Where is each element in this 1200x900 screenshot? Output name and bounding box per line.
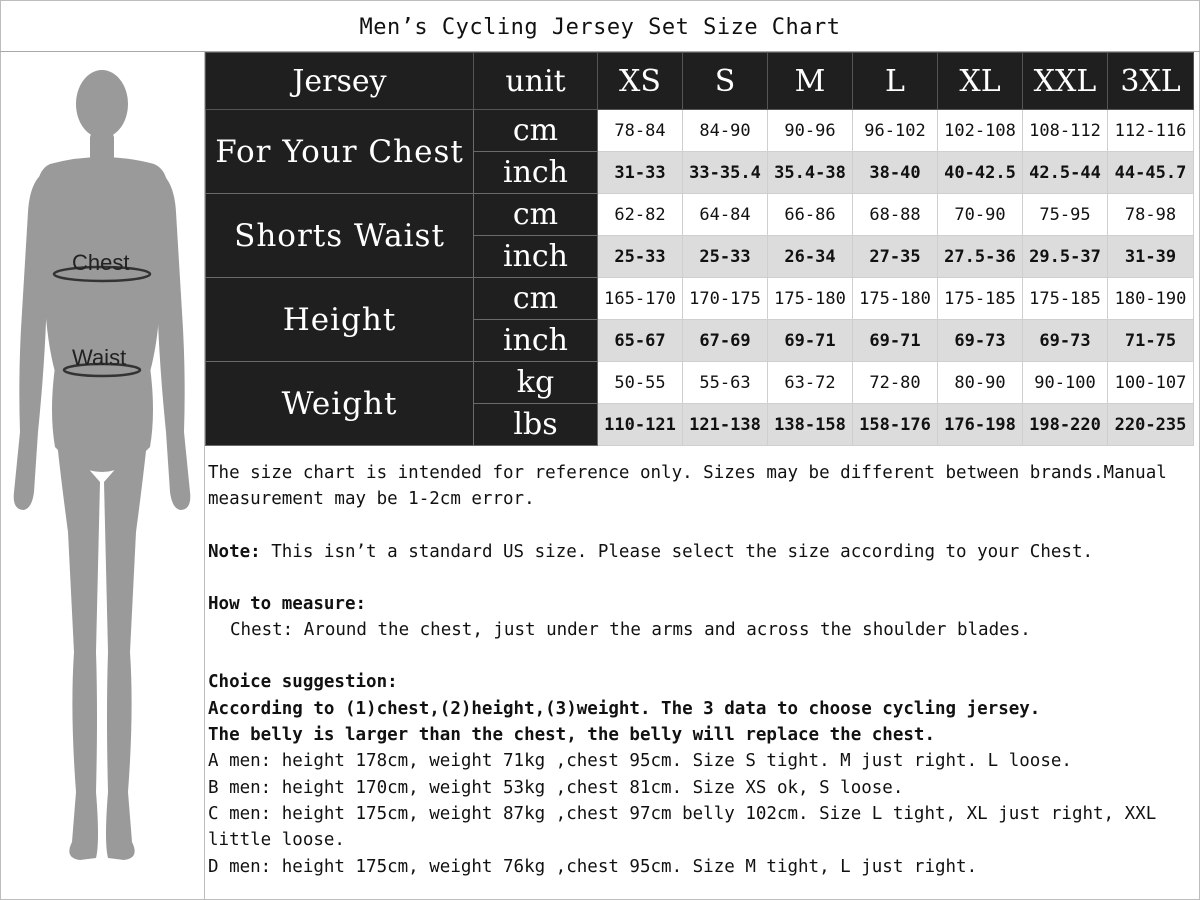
unit-cell: cm (474, 278, 598, 320)
note-label: Note: (208, 541, 261, 562)
value-cell: 220-235 (1108, 404, 1194, 446)
value-cell: 65-67 (598, 320, 683, 362)
value-cell: 26-34 (768, 236, 853, 278)
value-cell: 29.5-37 (1023, 236, 1108, 278)
value-cell: 69-73 (938, 320, 1023, 362)
value-cell: 62-82 (598, 194, 683, 236)
row-label-shorts-waist: Shorts Waist (206, 194, 474, 278)
measure-heading-text: How to measure: (208, 593, 367, 614)
value-cell: 100-107 (1108, 362, 1194, 404)
value-cell: 175-185 (1023, 278, 1108, 320)
value-cell: 176-198 (938, 404, 1023, 446)
value-cell: 158-176 (853, 404, 938, 446)
value-cell: 35.4-38 (768, 152, 853, 194)
value-cell: 90-96 (768, 110, 853, 152)
value-cell: 42.5-44 (1023, 152, 1108, 194)
note-text: This isn’t a standard US size. Please select the size according to your Chest. (260, 541, 1094, 562)
unit-cell: lbs (474, 404, 598, 446)
value-cell: 67-69 (683, 320, 768, 362)
choice-heading (208, 669, 1193, 695)
value-cell: 96-102 (853, 110, 938, 152)
value-cell: 170-175 (683, 278, 768, 320)
choice-rule-2-text: The belly is larger than the chest, the belly will replace the chest. (208, 725, 935, 746)
choice-rule-1 (208, 696, 1193, 722)
value-cell: 64-84 (683, 194, 768, 236)
value-cell: 69-73 (1023, 320, 1108, 362)
header-unit: unit (474, 53, 598, 110)
body-silhouette (0, 52, 205, 900)
header-size-xxl: XXL (1023, 53, 1108, 110)
value-cell: 78-84 (598, 110, 683, 152)
value-cell: 33-35.4 (683, 152, 768, 194)
chest-label: Chest (72, 250, 130, 275)
header-size-xs: XS (598, 53, 683, 110)
note-line (208, 539, 1193, 565)
unit-cell: cm (474, 110, 598, 152)
value-cell: 27.5-36 (938, 236, 1023, 278)
table-header-row (206, 53, 1194, 110)
value-cell: 78-98 (1108, 194, 1194, 236)
header-size-m: M (768, 53, 853, 110)
value-cell: 25-33 (683, 236, 768, 278)
unit-cell: kg (474, 362, 598, 404)
value-cell: 110-121 (598, 404, 683, 446)
value-cell: 121-138 (683, 404, 768, 446)
measure-text: Chest: Around the chest, just under the arms and across the shoulder blades. (230, 620, 1031, 641)
example-line: B men: height 170cm, weight 53kg ,chest 81cm. Size XS ok, S loose. (208, 777, 904, 798)
example-line: C men: height 175cm, weight 87kg ,chest 97cm belly 102cm. Size L tight, XL just right, XXL little loose. (208, 803, 1157, 851)
value-cell: 40-42.5 (938, 152, 1023, 194)
example-line: A men: height 178cm, weight 71kg ,chest 95cm. Size S tight. M just right. L loose. (208, 751, 1072, 772)
choice-rule-1-text: According to (1)chest,(2)height,(3)weight. The 3 data to choose cycling jersey. (208, 698, 1041, 719)
unit-cell: inch (474, 152, 598, 194)
table-row (206, 362, 1194, 404)
choice-heading-text: Choice suggestion: (208, 672, 398, 693)
value-cell: 55-63 (683, 362, 768, 404)
value-cell: 71-75 (1108, 320, 1194, 362)
unit-cell: cm (474, 194, 598, 236)
value-cell: 84-90 (683, 110, 768, 152)
value-cell: 108-112 (1023, 110, 1108, 152)
header-size-xl: XL (938, 53, 1023, 110)
value-cell: 50-55 (598, 362, 683, 404)
row-label-height: Height (206, 278, 474, 362)
value-cell: 69-71 (853, 320, 938, 362)
value-cell: 90-100 (1023, 362, 1108, 404)
row-label-weight: Weight (206, 362, 474, 446)
value-cell: 175-180 (853, 278, 938, 320)
value-cell: 102-108 (938, 110, 1023, 152)
header-size-l: L (853, 53, 938, 110)
table-row (206, 278, 1194, 320)
header-size-3xl: 3XL (1108, 53, 1194, 110)
header-size-s: S (683, 53, 768, 110)
value-cell: 25-33 (598, 236, 683, 278)
value-cell: 70-90 (938, 194, 1023, 236)
value-cell: 31-33 (598, 152, 683, 194)
measure-heading (208, 591, 1193, 617)
value-cell: 27-35 (853, 236, 938, 278)
value-cell: 112-116 (1108, 110, 1194, 152)
value-cell: 31-39 (1108, 236, 1194, 278)
example-line: D men: height 175cm, weight 76kg ,chest 95cm. Size M tight, L just right. (208, 856, 978, 877)
disclaimer-text: The size chart is intended for reference only. Sizes may be different between brands.Manual measurement may be 1-2cm error. (208, 463, 1167, 510)
row-label-chest: For Your Chest (206, 110, 474, 194)
value-cell: 180-190 (1108, 278, 1194, 320)
table-row (206, 110, 1194, 152)
choice-rule-2 (208, 722, 1193, 748)
value-cell: 165-170 (598, 278, 683, 320)
value-cell: 38-40 (853, 152, 938, 194)
value-cell: 175-185 (938, 278, 1023, 320)
value-cell: 66-86 (768, 194, 853, 236)
table-row (206, 194, 1194, 236)
value-cell: 75-95 (1023, 194, 1108, 236)
notes-section (208, 460, 1193, 880)
body-figure-panel (0, 52, 205, 900)
value-cell: 72-80 (853, 362, 938, 404)
value-cell: 44-45.7 (1108, 152, 1194, 194)
value-cell: 63-72 (768, 362, 853, 404)
chart-title: Men’s Cycling Jersey Set Size Chart (0, 0, 1200, 52)
waist-label: Waist (72, 345, 127, 370)
value-cell: 198-220 (1023, 404, 1108, 446)
value-cell: 68-88 (853, 194, 938, 236)
unit-cell: inch (474, 236, 598, 278)
value-cell: 138-158 (768, 404, 853, 446)
size-table (205, 52, 1194, 446)
unit-cell: inch (474, 320, 598, 362)
header-jersey: Jersey (206, 53, 474, 110)
value-cell: 80-90 (938, 362, 1023, 404)
value-cell: 175-180 (768, 278, 853, 320)
value-cell: 69-71 (768, 320, 853, 362)
